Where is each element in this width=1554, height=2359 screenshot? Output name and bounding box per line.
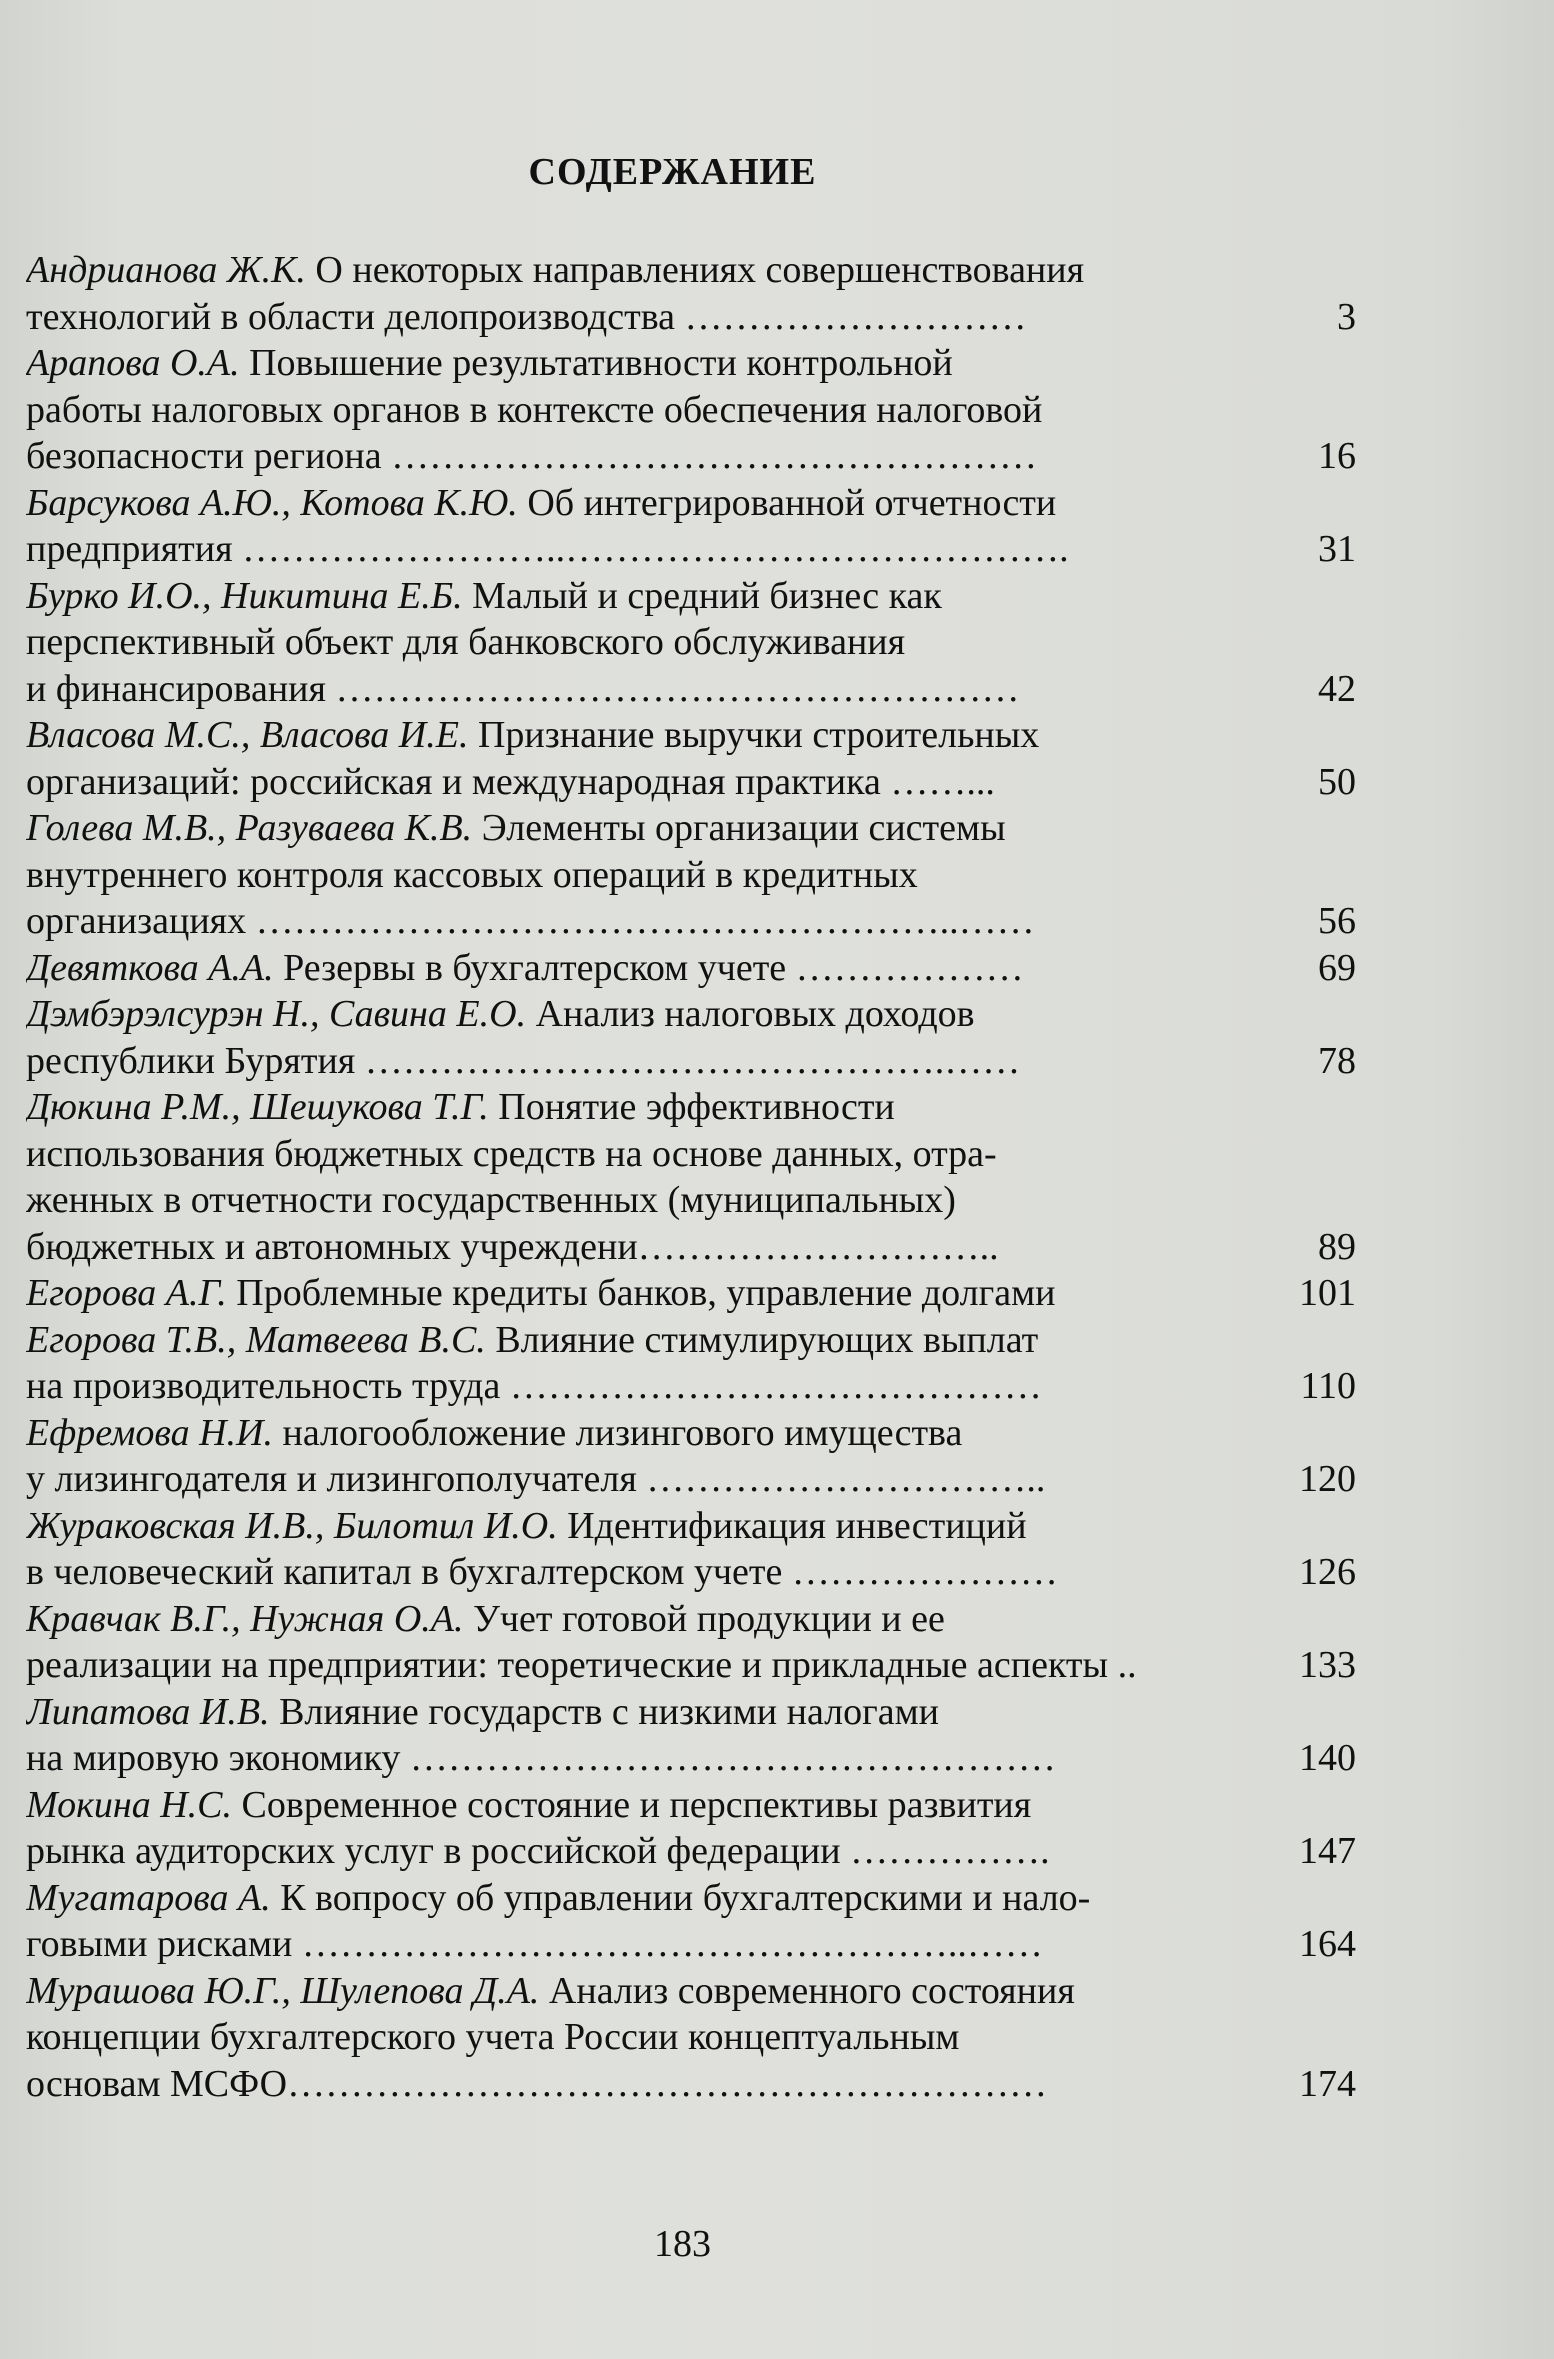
toc-entry-line bbox=[26, 1131, 1234, 1178]
table-of-contents bbox=[26, 247, 1356, 2107]
toc-entry-line bbox=[26, 1689, 1234, 1736]
toc-entry-text: К вопросу об управлении бухгалтерскими и нало- bbox=[270, 1876, 1091, 1919]
toc-entry-authors: Егорова А.Г. bbox=[26, 1272, 227, 1314]
toc-entry-text: Современное состояние и перспективы развития bbox=[232, 1783, 1032, 1826]
toc-entry-line bbox=[26, 666, 1234, 713]
toc-entry bbox=[26, 1689, 1356, 1782]
toc-entry-text: технологий в области делопроизводства ……………………… bbox=[26, 295, 1027, 338]
toc-entry-authors: Мугатарова А. bbox=[26, 1876, 271, 1919]
toc-entry-page-number: 140 bbox=[1299, 1737, 1356, 1779]
toc-entry-text: и финансирования ……………………………………………… bbox=[26, 667, 1020, 710]
toc-entry-page-number: 50 bbox=[1318, 760, 1356, 803]
toc-entry-authors: Барсукова А.Ю., Котова К.Ю. bbox=[26, 481, 518, 524]
toc-entry-line bbox=[26, 712, 1234, 759]
toc-entry bbox=[26, 991, 1356, 1084]
toc-entry bbox=[26, 1317, 1356, 1410]
toc-entry-line bbox=[26, 1782, 1234, 1829]
toc-entry-authors: Липатова И.В. bbox=[26, 1690, 270, 1733]
toc-entry-authors: Бурко И.О., Никитина Е.Б. bbox=[26, 574, 463, 617]
toc-entry-text: Признание выручки строительных bbox=[468, 714, 1040, 756]
toc-entry-text: Малый и средний бизнес как bbox=[462, 574, 942, 617]
toc-entry-page-number: 31 bbox=[1318, 528, 1356, 570]
toc-entry-page-number: 164 bbox=[1299, 1923, 1356, 1965]
toc-entry-authors: Голева М.В., Разуваева К.В. bbox=[26, 807, 473, 849]
toc-entry-line bbox=[26, 1038, 1234, 1085]
toc-entry-line bbox=[26, 991, 1234, 1038]
toc-entry-line bbox=[26, 945, 1234, 992]
toc-entry bbox=[26, 1875, 1356, 1968]
toc-entry-authors: Ефремова Н.И. bbox=[26, 1411, 273, 1454]
toc-entry bbox=[26, 1968, 1356, 2108]
toc-entry-line bbox=[26, 1642, 1234, 1689]
toc-entry-text: работы налоговых органов в контексте обеспечения налоговой bbox=[26, 388, 1043, 431]
toc-entry-text: бюджетных и автономных учреждени……………………….. bbox=[26, 1225, 999, 1268]
toc-entry-authors: Дюкина Р.М., Шешукова Т.Г. bbox=[26, 1086, 489, 1128]
toc-entry-line bbox=[26, 1596, 1234, 1643]
toc-entry-text: Влияние стимулирующих выплат bbox=[485, 1318, 1039, 1361]
toc-entry bbox=[26, 340, 1356, 480]
toc-entry-line bbox=[26, 1224, 1234, 1271]
toc-entry-line bbox=[26, 898, 1234, 945]
toc-entry-line bbox=[26, 1828, 1234, 1875]
toc-entry-text: Анализ современного состояния bbox=[539, 1969, 1075, 2012]
toc-entry-authors: Андрианова Ж.К. bbox=[26, 249, 306, 291]
toc-entry-authors: Мурашова Ю.Г., Шулепова Д.А. bbox=[26, 1969, 540, 2012]
toc-entry-line bbox=[26, 573, 1234, 620]
toc-entry-page-number: 174 bbox=[1299, 2062, 1356, 2105]
toc-entry-line bbox=[26, 526, 1234, 573]
toc-entry-line bbox=[26, 1875, 1234, 1922]
toc-entry-line bbox=[26, 387, 1234, 434]
toc-entry bbox=[26, 1270, 1356, 1317]
toc-entry-text: безопасности региона …………………………………………… bbox=[26, 435, 1038, 477]
toc-entry-text: О некоторых направлениях совершенствования bbox=[305, 249, 1085, 291]
toc-entry-line bbox=[26, 1735, 1234, 1782]
toc-entry-text: на производительность труда …………………………………… bbox=[26, 1365, 1042, 1407]
toc-entry-text: предприятия ……………………..…………………………………. bbox=[26, 528, 1069, 570]
toc-entry-page-number: 16 bbox=[1318, 435, 1356, 477]
toc-entry-page-number: 126 bbox=[1299, 1551, 1356, 1593]
toc-entry-text: Элементы организации системы bbox=[472, 807, 1006, 849]
toc-entry-text: использования бюджетных средств на основе данных, отра- bbox=[26, 1132, 997, 1175]
toc-entry-authors: Жураковская И.В., Билотил И.О. bbox=[26, 1504, 558, 1547]
toc-entry-line bbox=[26, 805, 1234, 852]
toc-entry-page-number: 101 bbox=[1299, 1272, 1356, 1314]
toc-entry-text: Понятие эффективности bbox=[488, 1086, 895, 1128]
toc-entry-line bbox=[26, 340, 1234, 387]
page-number: 183 bbox=[654, 2223, 711, 2265]
toc-entry-page-number: 42 bbox=[1318, 667, 1356, 710]
toc-entry-page-number: 110 bbox=[1300, 1365, 1356, 1407]
toc-entry-text: Анализ налоговых доходов bbox=[526, 993, 975, 1035]
toc-entry-page-number: 3 bbox=[1337, 295, 1356, 338]
toc-entry-line bbox=[26, 619, 1234, 666]
toc-entry-page-number: 56 bbox=[1318, 900, 1356, 942]
toc-entry-line bbox=[26, 433, 1234, 480]
toc-entry-line bbox=[26, 2014, 1234, 2061]
toc-entry-text: Влияние государств с низкими налогами bbox=[269, 1690, 939, 1733]
toc-entry-line bbox=[26, 1968, 1234, 2015]
toc-entry bbox=[26, 1782, 1356, 1875]
toc-entry-line bbox=[26, 1270, 1234, 1317]
toc-entry-page-number: 78 bbox=[1318, 1039, 1356, 1082]
toc-entry-text: концепции бухгалтерского учета России концептуальным bbox=[26, 2016, 960, 2058]
toc-entry-authors: Мокина Н.С. bbox=[26, 1783, 233, 1826]
toc-entry-text: основам МСФО…………………………………………………… bbox=[26, 2062, 1048, 2105]
toc-entry-authors: Кравчак В.Г., Нужная О.А. bbox=[26, 1597, 464, 1640]
toc-entry-text: Резервы в бухгалтерском учете ……………… bbox=[273, 946, 1024, 989]
toc-entry-page-number: 120 bbox=[1299, 1458, 1356, 1500]
toc-entry-authors: Девяткова А.А. bbox=[26, 946, 274, 989]
toc-entry-text: Проблемные кредиты банков, управление долгами bbox=[226, 1272, 1056, 1314]
toc-entry-text: говыми рисками ……………………………………………..…… bbox=[26, 1923, 1043, 1965]
toc-entry bbox=[26, 573, 1356, 713]
toc-entry-text: Повышение результативности контрольной bbox=[239, 342, 953, 384]
toc-entry-line bbox=[26, 852, 1234, 899]
toc-entry-text: на мировую экономику …………………………………………… bbox=[26, 1737, 1056, 1779]
toc-entry-text: рынка аудиторских услуг в российской федерации ……………. bbox=[26, 1830, 1050, 1872]
toc-entry-text: перспективный объект для банковского обслуживания bbox=[26, 621, 906, 663]
toc-entry-text: организациях ………………………………………………..…… bbox=[26, 900, 1035, 942]
toc-entry-line bbox=[26, 1317, 1234, 1364]
page-title: СОДЕРЖАНИЕ bbox=[528, 151, 817, 193]
toc-entry-line bbox=[26, 294, 1234, 341]
toc-entry-line bbox=[26, 480, 1234, 527]
toc-entry bbox=[26, 945, 1356, 992]
toc-entry-line bbox=[26, 1177, 1234, 1224]
toc-entry-text: у лизингодателя и лизингополучателя ………………………….. bbox=[26, 1458, 1046, 1500]
toc-entry-line bbox=[26, 1084, 1234, 1131]
toc-entry-page-number: 133 bbox=[1299, 1644, 1356, 1686]
toc-entry bbox=[26, 247, 1356, 340]
toc-entry-text: Идентификация инвестиций bbox=[557, 1504, 1027, 1547]
toc-entry bbox=[26, 805, 1356, 945]
toc-entry-line bbox=[26, 759, 1234, 806]
toc-entry bbox=[26, 1410, 1356, 1503]
toc-entry-line bbox=[26, 1503, 1234, 1550]
toc-entry-line bbox=[26, 1456, 1234, 1503]
toc-entry-text: в человеческий капитал в бухгалтерском учете ………………… bbox=[26, 1551, 1058, 1593]
toc-entry-text: реализации на предприятии: теоретические и прикладные аспекты .. bbox=[26, 1644, 1137, 1686]
toc-entry-text: налогообложение лизингового имущества bbox=[272, 1411, 963, 1454]
toc-entry-text: внутреннего контроля кассовых операций в кредитных bbox=[26, 853, 918, 896]
toc-entry-line bbox=[26, 1549, 1234, 1596]
toc-entry-authors: Арапова О.А. bbox=[26, 342, 240, 384]
toc-entry-line bbox=[26, 1410, 1234, 1457]
toc-entry-page-number: 147 bbox=[1299, 1830, 1356, 1872]
toc-entry-text: женных в отчетности государственных (муниципальных) bbox=[26, 1179, 956, 1221]
toc-entry-text: Учет готовой продукции и ее bbox=[463, 1597, 945, 1640]
toc-entry-line bbox=[26, 247, 1234, 294]
toc-entry-authors: Власова М.С., Власова И.Е. bbox=[26, 714, 469, 756]
toc-entry-authors: Дэмбэрэлсурэн Н., Савина Е.О. bbox=[26, 993, 527, 1035]
toc-entry-text: республики Бурятия ……………………………………….…… bbox=[26, 1039, 1021, 1082]
toc-entry-page-number: 89 bbox=[1318, 1225, 1356, 1268]
toc-entry-authors: Егорова Т.В., Матвеева В.С. bbox=[26, 1318, 486, 1361]
toc-entry-line bbox=[26, 2061, 1234, 2108]
toc-entry-text: организаций: российская и международная практика ……... bbox=[26, 760, 995, 803]
toc-entry-page-number: 69 bbox=[1318, 946, 1356, 989]
toc-entry bbox=[26, 1084, 1356, 1270]
toc-entry bbox=[26, 1596, 1356, 1689]
toc-entry bbox=[26, 480, 1356, 573]
toc-entry bbox=[26, 712, 1356, 805]
toc-entry-line bbox=[26, 1921, 1234, 1968]
toc-entry bbox=[26, 1503, 1356, 1596]
toc-entry-line bbox=[26, 1363, 1234, 1410]
toc-entry-text: Об интегрированной отчетности bbox=[517, 481, 1057, 524]
